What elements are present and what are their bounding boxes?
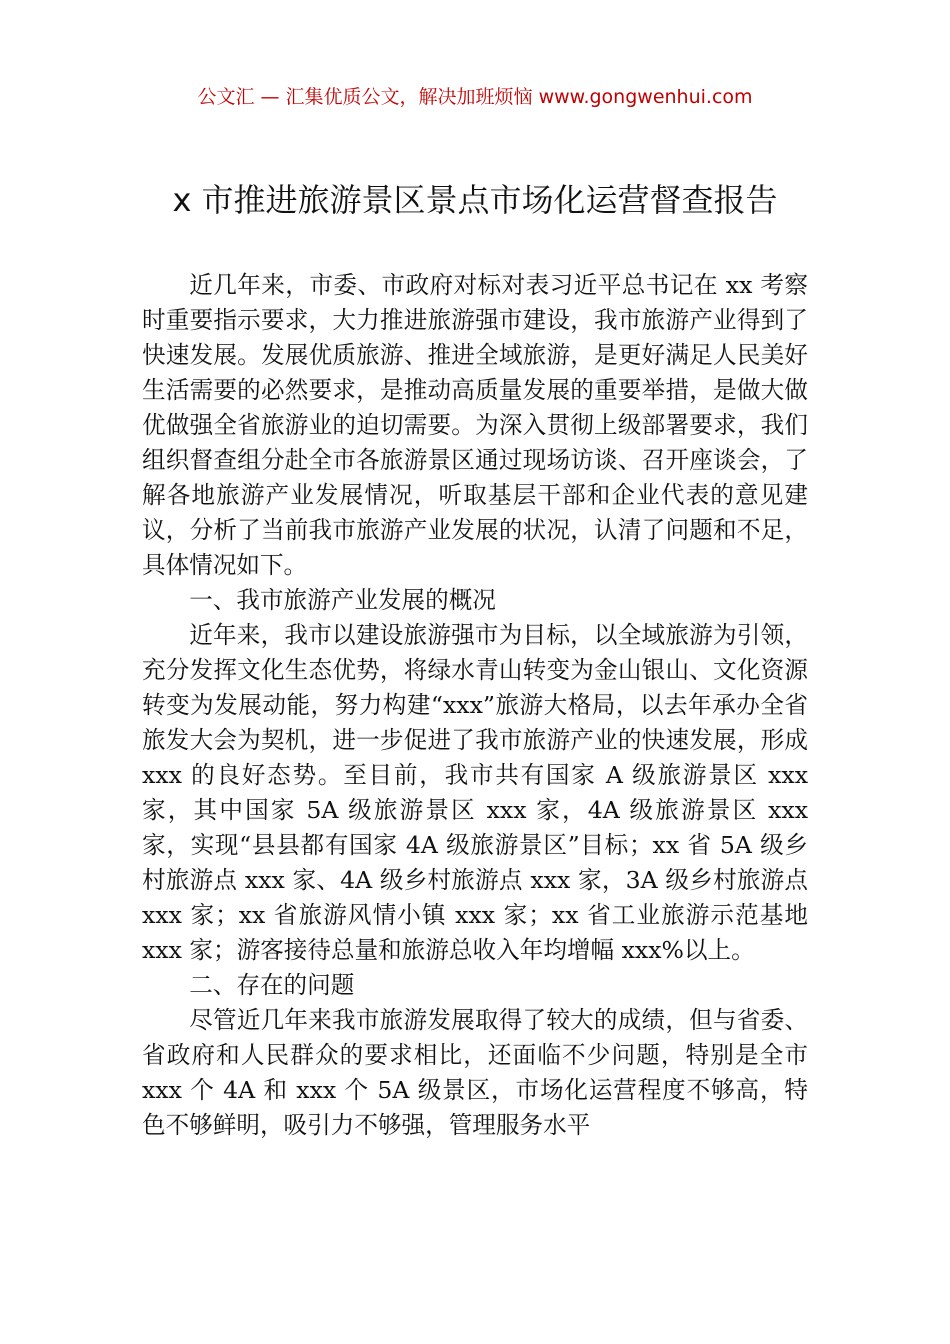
- document-title: x 市推进旅游景区景点市场化运营督查报告: [172, 181, 778, 219]
- section-heading-overview: 一、我市旅游产业发展的概况: [189, 586, 496, 614]
- intro-paragraph: 近几年来，市委、市政府对标对表习近平总书记在 xx 考察时重要指示要求，大力推进旅游强市建设，我市旅游产业得到了快速发展。发展优质旅游、推进全域旅游，是更好满足人民美好生活需要的必然要求，是推动高质量发展的重要举措，是做大做优做强全省旅游业的迫切需要。为深入贯彻上级部署要求，我们组织督查组分赴全市各旅游景区通过现场访谈、召开座谈会，了解各地旅游产业发展情况，听取基层干部和企业代表的意见建议，分析了当前我市旅游产业发展的状况，认清了问题和不足，具体情况如下。: [142, 271, 808, 579]
- overview-paragraph: 近年来，我市以建设旅游强市为目标，以全域旅游为引领，充分发挥文化生态优势，将绿水青山转变为金山银山、文化资源转变为发展动能，努力构建“xxx”旅游大格局，以去年承办全省旅发大会为契机，进一步促进了我市旅游产业的快速发展，形成 xxx 的良好态势。至目前，我市共有国家 A 级旅游景区 xxx 家，其中国家 5A 级旅游景区 xxx 家，4A 级旅游景区 xxx 家，实现“县县都有国家 4A 级旅游景区”目标；xx 省 5A 级乡村旅游点 xxx 家、4A 级乡村旅游点 xxx 家，3A 级乡村旅游点 xxx 家；xx 省旅游风情小镇 xxx 家；xx 省工业旅游示范基地 xxx 家；游客接待总量和旅游总收入年均增幅 xxx%以上。: [142, 621, 808, 964]
- problems-paragraph: 尽管近几年来我市旅游发展取得了较大的成绩，但与省委、省政府和人民群众的要求相比，还面临不少问题，特别是全市 xxx 个 4A 和 xxx 个 5A 级景区，市场化运营程度不够高，特色不够鲜明，吸引力不够强，管理服务水平: [142, 1006, 808, 1139]
- header-banner: 公文汇 — 汇集优质公文，解决加班烦恼 www.gongwenhui.com: [197, 86, 753, 108]
- document-body: [142, 268, 808, 1143]
- section-heading-problems: 二、存在的问题: [189, 971, 355, 999]
